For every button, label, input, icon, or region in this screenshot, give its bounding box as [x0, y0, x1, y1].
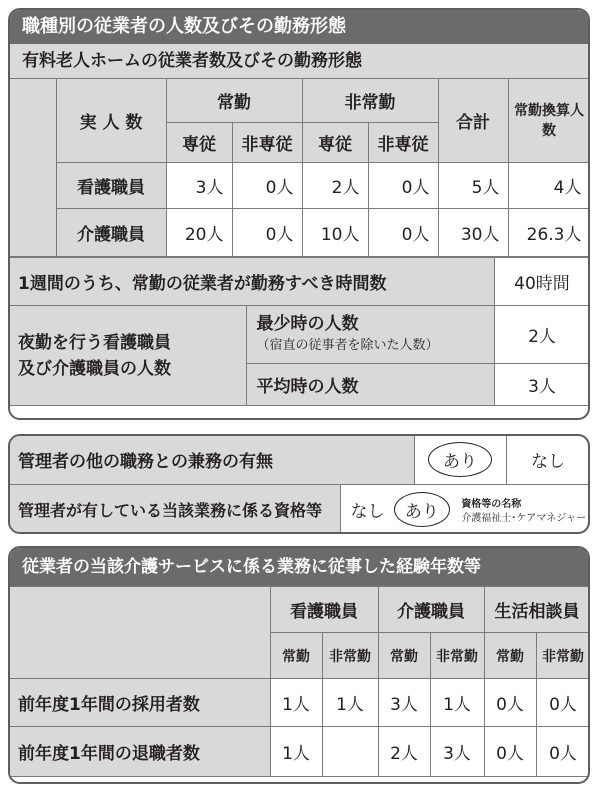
- avg-count-value: 3人: [494, 364, 590, 406]
- qualification-value: 介護福祉士･ケアマネジャー: [461, 513, 587, 524]
- fulltime-header: 常勤: [378, 633, 430, 679]
- value-cell: 0人: [232, 209, 302, 257]
- value-cell: 2人: [302, 163, 368, 209]
- dedicated-header: 専従: [302, 123, 368, 163]
- parttime-header: 非常勤: [536, 633, 590, 679]
- min-count-label: [246, 306, 494, 364]
- weekly-hours-label: 1週間のうち、常勤の従業者が勤務すべき時間数: [8, 258, 494, 306]
- staff-subtitle: 有料老人ホームの従業者数及びその勤務形態: [10, 44, 588, 78]
- value-cell: 0人: [368, 163, 438, 209]
- experience-table: [8, 586, 590, 777]
- value-cell: 0人: [232, 163, 302, 209]
- staff-panel: [8, 8, 590, 420]
- spacer-cell: [8, 79, 56, 257]
- group-header: 生活相談員: [484, 587, 590, 633]
- fte-header: [508, 79, 590, 163]
- table-row: [8, 209, 590, 257]
- value-cell: 26.3人: [508, 209, 590, 257]
- nondedicated-header: 非専従: [232, 123, 302, 163]
- qualification-label: 管理者が有している当該業務に係る資格等: [8, 485, 340, 535]
- value-cell: 1人: [270, 679, 322, 727]
- value-cell: 30人: [438, 209, 508, 257]
- nondedicated-header: 非専従: [368, 123, 438, 163]
- value-cell: 2人: [378, 727, 430, 777]
- row-label: 看護職員: [56, 163, 166, 209]
- night-shift-label: [8, 306, 246, 406]
- hours-table: [8, 257, 590, 406]
- value-cell: 5人: [438, 163, 508, 209]
- qualification-answer: [340, 485, 590, 535]
- min-count-title: 最少時の人数: [256, 313, 359, 334]
- value-cell: 0人: [536, 679, 590, 727]
- value-cell: 0人: [368, 209, 438, 257]
- fte-header-text: 常勤換算人数: [514, 102, 584, 139]
- experience-panel: [8, 546, 590, 784]
- row-label: 前年度1年間の退職者数: [8, 727, 270, 777]
- value-cell: 20人: [166, 209, 232, 257]
- real-count-header: 実 人 数: [56, 79, 166, 163]
- table-row: [8, 679, 590, 727]
- night-shift-label-line1: 夜勤を行う看護職員: [18, 332, 171, 353]
- value-cell: 3人: [378, 679, 430, 727]
- qualification-detail: [461, 498, 586, 526]
- table-row: [8, 727, 590, 777]
- value-cell: 4人: [508, 163, 590, 209]
- group-header: 看護職員: [270, 587, 378, 633]
- fulltime-header: 常勤: [166, 79, 302, 123]
- dedicated-header: 専従: [166, 123, 232, 163]
- qualification-title: 資格等の名称: [461, 499, 522, 510]
- avg-count-label: 平均時の人数: [246, 364, 494, 406]
- min-count-note: （宿直の従事者を除いた人数）: [256, 337, 439, 353]
- value-cell: 1人: [430, 679, 484, 727]
- value-cell: 3人: [430, 727, 484, 777]
- qualification-no: なし: [350, 502, 385, 522]
- min-count-value: 2人: [494, 306, 590, 364]
- parttime-header: 非常勤: [322, 633, 378, 679]
- value-cell: [322, 727, 378, 777]
- concurrent-duty-no: なし: [506, 435, 590, 485]
- corner-cell: [8, 587, 270, 679]
- value-cell: 0人: [484, 727, 536, 777]
- value-cell: 3人: [166, 163, 232, 209]
- staff-table: [8, 78, 590, 257]
- value-cell: 0人: [484, 679, 536, 727]
- value-cell: 1人: [270, 727, 322, 777]
- concurrent-duty-yes: [414, 435, 506, 485]
- selected-oval: あり: [394, 492, 450, 527]
- parttime-header: 非常勤: [302, 79, 438, 123]
- value-cell: 0人: [536, 727, 590, 777]
- group-header: 介護職員: [378, 587, 484, 633]
- fulltime-header: 常勤: [270, 633, 322, 679]
- staff-panel-title: 職種別の従業者の人数及びその勤務形態: [10, 10, 588, 44]
- row-label: 介護職員: [56, 209, 166, 257]
- total-header: 合計: [438, 79, 508, 163]
- row-label: 前年度1年間の採用者数: [8, 679, 270, 727]
- selected-oval: あり: [428, 442, 492, 477]
- value-cell: 10人: [302, 209, 368, 257]
- concurrent-duty-label: 管理者の他の職務との兼務の有無: [8, 435, 414, 485]
- table-row: [8, 163, 590, 209]
- night-shift-label-line2: 及び介護職員の人数: [18, 358, 171, 379]
- manager-table: [8, 434, 590, 534]
- experience-panel-title: 従業者の当該介護サービスに係る業務に従事した経験年数等: [10, 548, 588, 586]
- value-cell: 1人: [322, 679, 378, 727]
- fulltime-header: 常勤: [484, 633, 536, 679]
- weekly-hours-value: 40時間: [494, 258, 590, 306]
- parttime-header: 非常勤: [430, 633, 484, 679]
- manager-panel: [8, 434, 590, 534]
